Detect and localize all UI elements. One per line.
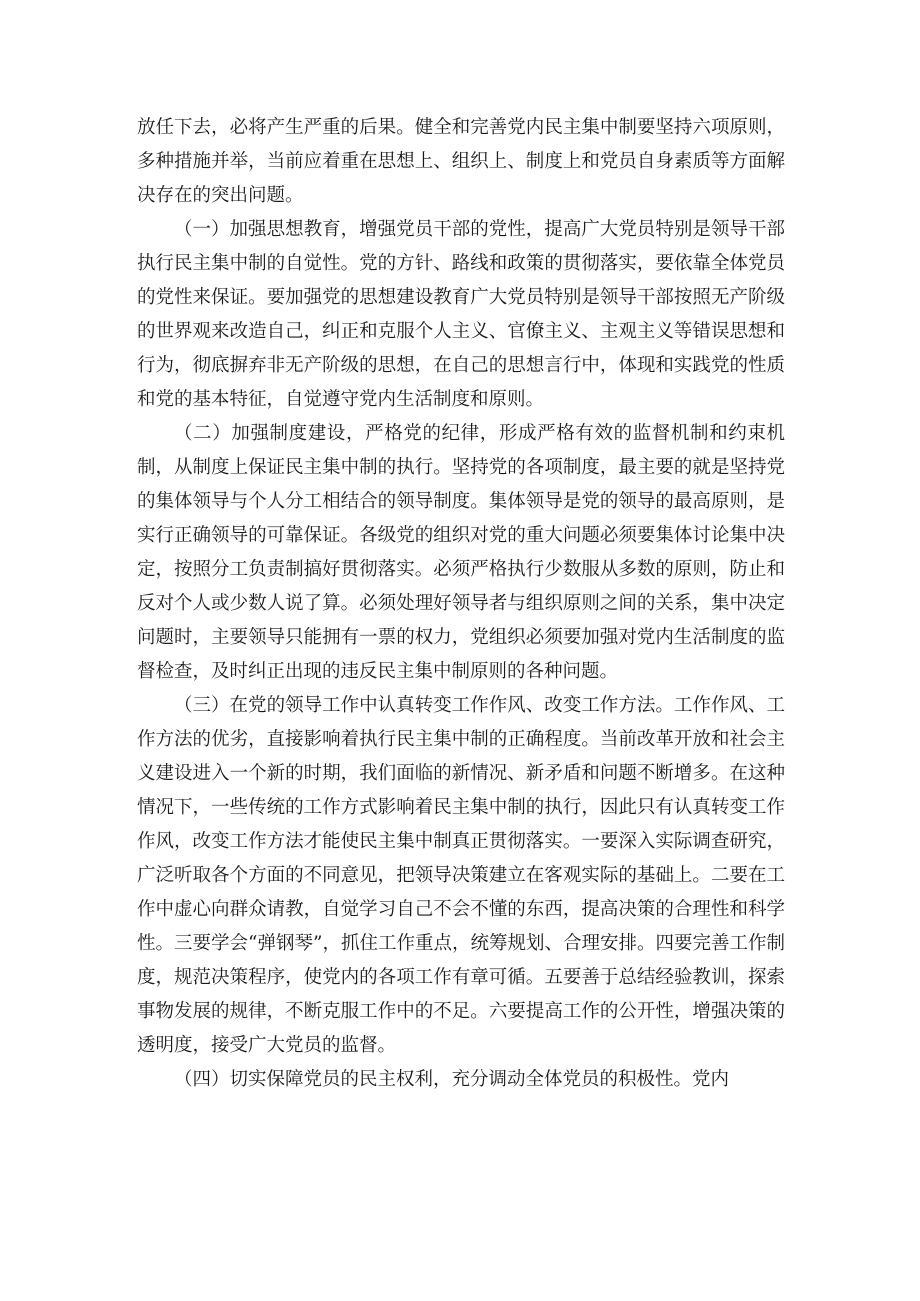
paragraph-intro: 放任下去，必将产生严重的后果。健全和完善党内民主集中制要坚持六项原则，多种措施并举，当前应着重在思想上、组织上、制度上和党员自身素质等方面解决存在的突出问题。 (137, 117, 785, 206)
paragraph-section-3: （三）在党的领导工作中认真转变工作作风、改变工作方法。工作作风、工作方法的优劣，直接影响着执行民主集中制的正确程度。当前改革开放和社会主义建设进入一个新的时期，我们面临的新情况、新矛盾和问题不断增多。在这种情况下，一些传统的工作方式影响着民主集中制的执行，因此只有认真转变工作作风，改变工作方法才能使民主集中制真正贯彻落实。一要深入实际调查研究，广泛听取各个方面的不同意见，把领导决策建立在客观实际的基础上。二要在工作中虚心向群众请教，自觉学习自己不会不懂的东西，提高决策的合理性和科学性。三要学会“弹钢琴”，抓住工作重点，统筹规划、合理安排。四要完善工作制度，规范决策程序，使党内的各项工作有章可循。五要善于总结经验教训，探索事物发展的规律，不断克服工作中的不足。六要提高工作的公开性，增强决策的透明度，接受广大党员的监督。 (137, 695, 785, 1056)
paragraph-section-1: （一）加强思想教育，增强党员干部的党性，提高广大党员特别是领导干部执行民主集中制的自觉性。党的方针、路线和政策的贯彻落实，要依靠全体党员的党性来保证。要加强党的思想建设教育广大党员特别是领导干部按照无产阶级的世界观来改造自己，纠正和克服个人主义、官僚主义、主观主义等错误思想和行为，彻底摒弃非无产阶级的思想，在自己的思想言行中，体现和实践党的性质和党的基本特征，自觉遵守党内生活制度和原则。 (137, 219, 785, 410)
paragraph-section-2: （二）加强制度建设，严格党的纪律，形成严格有效的监督机制和约束机制，从制度上保证民主集中制的执行。坚持党的各项制度，最主要的就是坚持党的集体领导与个人分工相结合的领导制度。集体领导是党的领导的最高原则，是实行正确领导的可靠保证。各级党的组织对党的重大问题必须要集体讨论集中决定，按照分工负责制搞好贯彻落实。必须严格执行少数服从多数的原则，防止和反对个人或少数人说了算。必须处理好领导者与组织原则之间的关系，集中决定问题时，主要领导只能拥有一票的权力，党组织必须要加强对党内生活制度的监督检查，及时纠正出现的违反民主集中制原则的各种问题。 (137, 423, 785, 682)
paragraph-section-4: （四）切实保障党员的民主权利，充分调动全体党员的积极性。党内 (174, 1069, 730, 1090)
document-body (137, 111, 785, 1097)
